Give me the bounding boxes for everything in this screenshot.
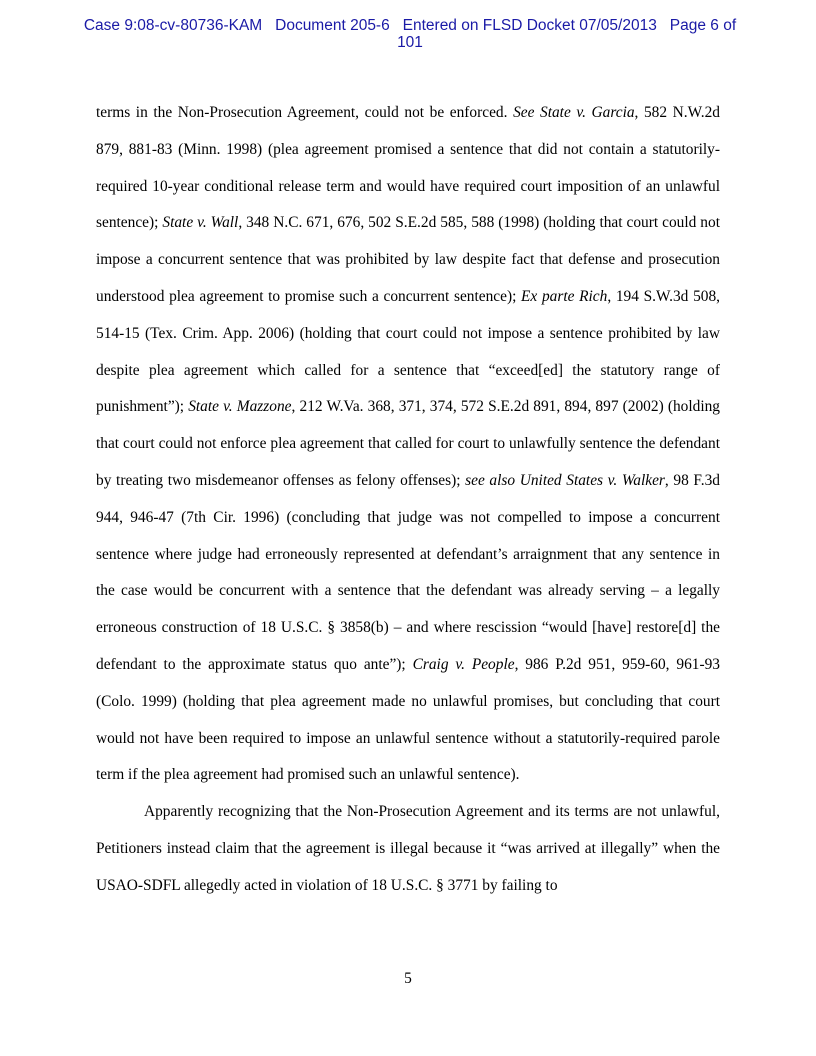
- text-run: , 212 W.Va. 368, 371, 374, 572 S.E.2d 891, 894, 897 (2002) (holding that court could not enforce plea agreement that called for court to unlawfully sentence the defendant by treating two misdemeanor offenses as felony offenses);: [96, 398, 720, 489]
- case-number: Case 9:08-cv-80736-KAM: [83, 17, 263, 34]
- case-citation: Ex parte Rich: [521, 287, 608, 305]
- page-of-label: Page 6 of: [669, 17, 737, 34]
- docket-header: [40, 17, 780, 51]
- text-run: , 98 F.3d 944, 946-47 (7th Cir. 1996) (concluding that judge was not compelled to impose a concurrent sentence where judge had erroneously represented at defendant’s arraignment that any sentence in the case would be concurrent with a sentence that the defendant was already serving – a legally erroneous construction of 18 U.S.C. § 3858(b) – and where rescission “would [have] restore[d] the defendant to the approximate status quo ante”);: [96, 471, 720, 673]
- document-number: Document 205-6: [275, 17, 390, 34]
- text-run: terms in the Non-Prosecution Agreement, could not be enforced.: [96, 104, 514, 121]
- text-run: , 194 S.W.3d 508, 514-15 (Tex. Crim. App. 2006) (holding that court could not impose a sentence prohibited by law despite plea agreement which called for a sentence that “exceed[ed] the statutory range of punishment”);: [96, 287, 720, 416]
- case-citation: State v. Mazzone: [188, 398, 292, 416]
- docket-header-line-2: [40, 34, 780, 51]
- page-number: 5: [404, 970, 412, 987]
- docket-header-line-1: [40, 17, 780, 34]
- text-run: , 348 N.C. 671, 676, 502 S.E.2d 585, 588 (1998) (holding that court could not impose a concurrent sentence that was prohibited by law despite fact that defense and prosecution understood plea agreement to promise such a concurrent sentence);: [96, 214, 720, 305]
- text-run: , 986 P.2d 951, 959-60, 961-93 (Colo. 1999) (holding that plea agreement made no unlawful promises, but concluding that court would not have been required to impose an unlawful sentence without a statutorily-required parole term if the plea agreement had promised such an unlawful sentence).: [96, 655, 720, 784]
- case-citation: see also United States v. Walker: [465, 471, 665, 489]
- body-paragraph-2: Apparently recognizing that the Non-Prosecution Agreement and its terms are not unlawful, Petitioners instead claim that the agreement is illegal because it “was arrived at illegally” when the USAO-SDFL allegedly acted in violation of 18 U.S.C. § 3771 by failing to: [96, 803, 720, 894]
- document-body: [96, 95, 720, 905]
- body-paragraph-1: [96, 95, 720, 794]
- case-citation: See State v. Garcia: [513, 104, 635, 121]
- docket-entry: Entered on FLSD Docket 07/05/2013: [402, 17, 657, 34]
- page-total: 101: [397, 34, 423, 51]
- text-run: , 582 N.W.2d 879, 881-83 (Minn. 1998) (plea agreement promised a sentence that did not contain a statutorily-required 10-year conditional release term and would have required court imposition of an unlawful sentence);: [96, 104, 720, 232]
- case-citation: Craig v. People: [412, 655, 515, 673]
- case-citation: State v. Wall: [162, 214, 239, 232]
